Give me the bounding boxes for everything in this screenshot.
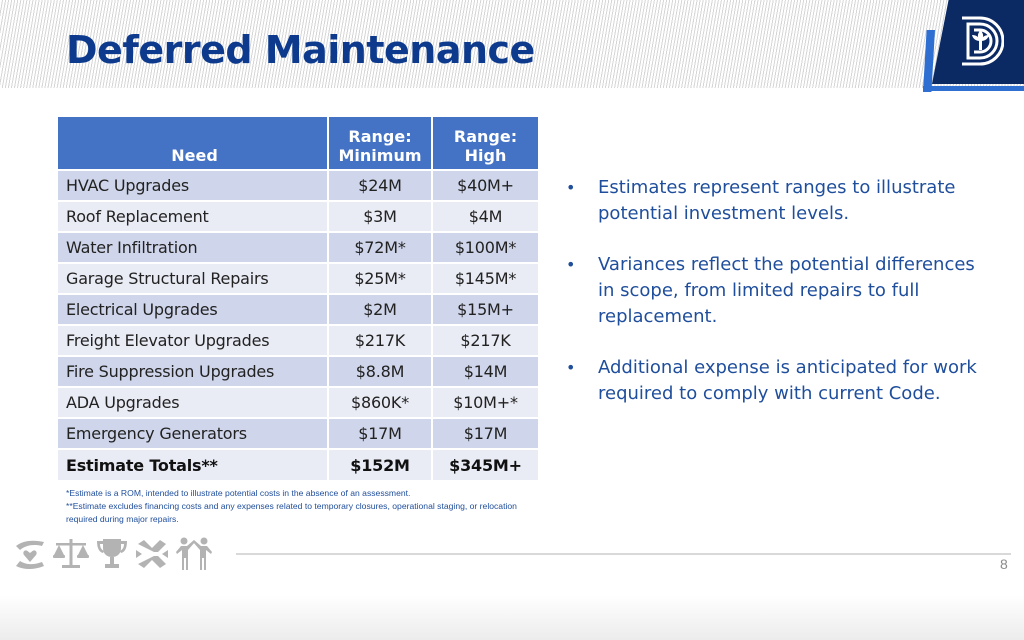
header-need: Need [58,117,328,170]
table-total-row [58,449,538,480]
bullet-text: Additional expense is anticipated for work required to comply with current Code. [598,357,977,404]
cell-high: $100M* [432,232,538,263]
interlocking-arrows-icon [134,536,170,572]
bullet-glyph: • [566,178,576,197]
cell-high: $217K [432,325,538,356]
cell-need: Freight Elevator Upgrades [58,325,328,356]
bullet-glyph: • [566,255,576,274]
table-row [58,356,538,387]
footer-divider [236,553,1011,555]
two-people-high-five-icon [174,536,214,572]
trophy-icon [94,536,130,572]
table-row [58,325,538,356]
cell-min: $3M [328,201,432,232]
logo-panel [932,0,1024,84]
table-row [58,170,538,201]
cell-need: Fire Suppression Upgrades [58,356,328,387]
cell-need: HVAC Upgrades [58,170,328,201]
cell-high: $10M+* [432,387,538,418]
table-header-row [58,117,538,170]
cell-min: $24M [328,170,432,201]
deferred-maintenance-table [58,117,538,480]
table-row [58,387,538,418]
footnotes [66,487,536,526]
bullet-glyph: • [566,358,576,377]
logo-accent-underline [923,86,1024,91]
bullet-text: Estimates represent ranges to illustrate potential investment levels. [598,177,956,224]
table-row [58,263,538,294]
cell-min: $2M [328,294,432,325]
cell-need: Roof Replacement [58,201,328,232]
header-high-line2: High [464,146,507,165]
cell-min: $17M [328,418,432,449]
table-row [58,294,538,325]
cell-total-high: $345M+ [432,449,538,480]
cell-total-min: $152M [328,449,432,480]
cell-need: ADA Upgrades [58,387,328,418]
cell-high: $17M [432,418,538,449]
cell-min: $860K* [328,387,432,418]
cell-high: $15M+ [432,294,538,325]
cell-need: Emergency Generators [58,418,328,449]
slide-title: Deferred Maintenance [66,28,535,72]
cell-high: $4M [432,201,538,232]
table-row [58,418,538,449]
cell-need: Garage Structural Repairs [58,263,328,294]
header-min-line2: Minimum [338,146,422,165]
cell-high: $145M* [432,263,538,294]
cell-min: $8.8M [328,356,432,387]
bullet-item [566,175,996,227]
caring-hands-heart-icon [12,536,48,572]
cell-min: $217K [328,325,432,356]
header-high-line1: Range: [453,127,518,146]
cell-min: $72M* [328,232,432,263]
cell-min: $25M* [328,263,432,294]
cell-total-label: Estimate Totals** [58,449,328,480]
logo [915,0,1024,98]
cell-need: Electrical Upgrades [58,294,328,325]
header-range-high [432,117,538,170]
header-min-line1: Range: [348,127,412,146]
table-row [58,232,538,263]
footer-icon-row [12,535,214,573]
cell-high: $40M+ [432,170,538,201]
footnote-exclusions: **Estimate excludes financing costs and any expenses related to temporary closures, operational staging, or relocation required during major repairs. [66,501,517,524]
header-range-minimum [328,117,432,170]
bottom-shadow [0,595,1024,640]
bullet-list [566,175,996,432]
cell-need: Water Infiltration [58,232,328,263]
bullet-item [566,252,996,330]
bullet-item [566,355,996,407]
dallas-d-logo-icon [958,14,1004,68]
scales-of-justice-icon [52,536,90,572]
table-row [58,201,538,232]
cell-high: $14M [432,356,538,387]
footnote-rom: *Estimate is a ROM, intended to illustrate potential costs in the absence of an assessment. [66,488,411,498]
bullet-text: Variances reflect the potential differences in scope, from limited repairs to full replacement. [598,254,975,327]
page-number: 8 [1000,556,1008,572]
